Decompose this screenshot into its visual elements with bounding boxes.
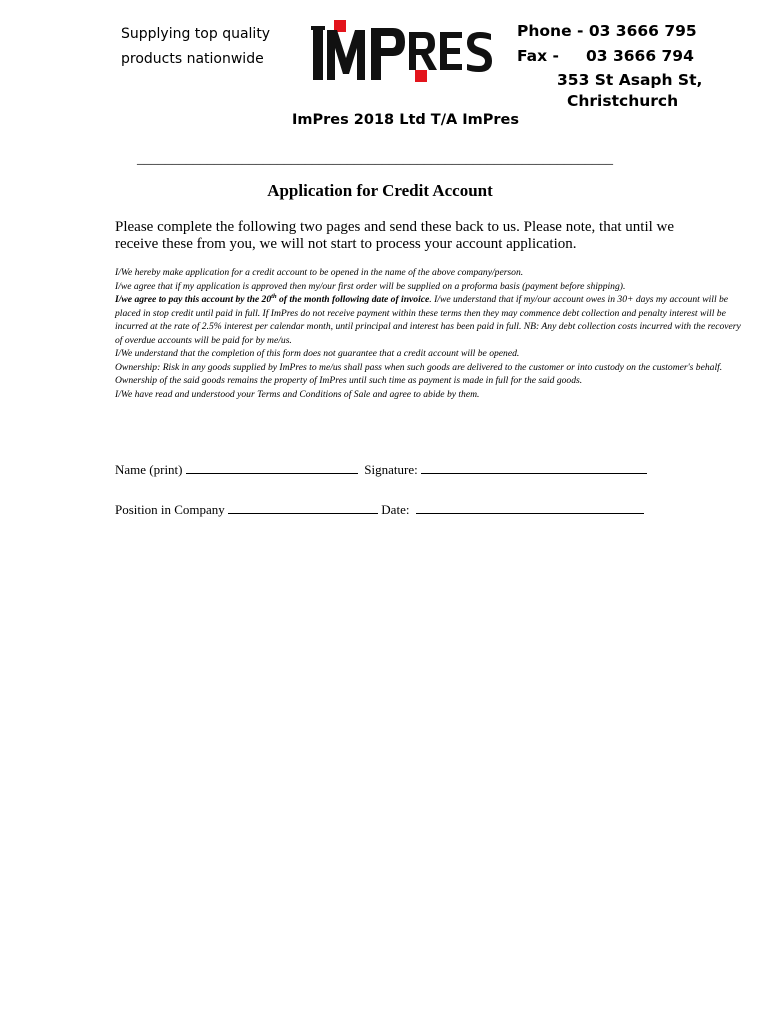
fax-label: Fax - [517,47,559,65]
term-ownership: Ownership: Risk in any goods supplied by ImPres to me/us shall pass when such goods are delivered to the customer or into custody on the customer's behalf. Ownership of the said goods remains the property of ImPres until such time as payment is made in full for the said goods. [115,361,723,386]
term-payment-sup: th [271,292,277,300]
fax-number: 03 3666 794 [586,47,694,65]
intro-paragraph: Please complete the following two pages and send these back to us. Please note, that until we receive these from you, we will not start to process your account application. [115,219,675,252]
term-payment [115,293,748,347]
phone-line [517,20,697,43]
term-acceptance: I/We have read and understood your Terms and Conditions of Sale and agree to abide by them. [115,388,480,400]
term-proforma: I/we agree that if my application is approved then my/our first order will be supplied on a proforma basis (payment before shipping). [115,280,626,292]
term-application: I/We hereby make application for a credit account to be opened in the name of the above company/person. [115,267,524,278]
term-payment-rest: . I/we understand that if my/our account owes in 30+ days my account will be placed in stop credit until paid in full. If ImPres do not receive payment within these terms then they may commence debt collection and penalty interest will be incurred at the rate of 2.5% interest per calendar month, until principal and interest has been paid in full. NB: Any debt collection costs incurred with the recovery of overdue accounts will be paid for by me/us. [115,294,741,346]
date-field[interactable] [416,501,644,514]
address-line-2: Christchurch [567,92,679,110]
name-print-field[interactable] [186,461,358,474]
tagline-line-1: Supplying top quality [121,26,271,42]
document-title: Application for Credit Account [267,181,493,200]
tagline-line-2: products nationwide [121,51,264,67]
term-payment-bold-b: of the month following date of invoice [276,294,430,305]
company-trading-name: ImPres 2018 Ltd T/A ImPres [292,112,520,128]
signature-field[interactable] [421,461,647,474]
terms-block [115,266,748,401]
phone-label: Phone - [517,22,589,40]
fax-line [517,45,559,68]
impres-logo [309,18,501,84]
position-date-row [115,501,644,518]
address-line-1: 353 St Asaph St, [557,71,703,89]
signature-label: Signature: [357,462,421,477]
position-field[interactable] [228,501,378,514]
position-label: Position in Company [115,502,229,517]
phone-number: 03 3666 795 [588,22,697,40]
term-no-guarantee: I/We understand that the completion of this form does not guarantee that a credit account will be opened. [115,348,520,359]
company-tagline [121,22,270,72]
term-payment-bold [115,294,429,305]
header-divider: ____________________________________________________________________ [137,152,613,167]
name-signature-row [115,461,647,478]
term-payment-bold-a: I/we agree to pay this account by the 20 [115,294,272,305]
name-label: Name (print) [115,462,186,477]
date-label: Date: [378,502,416,517]
